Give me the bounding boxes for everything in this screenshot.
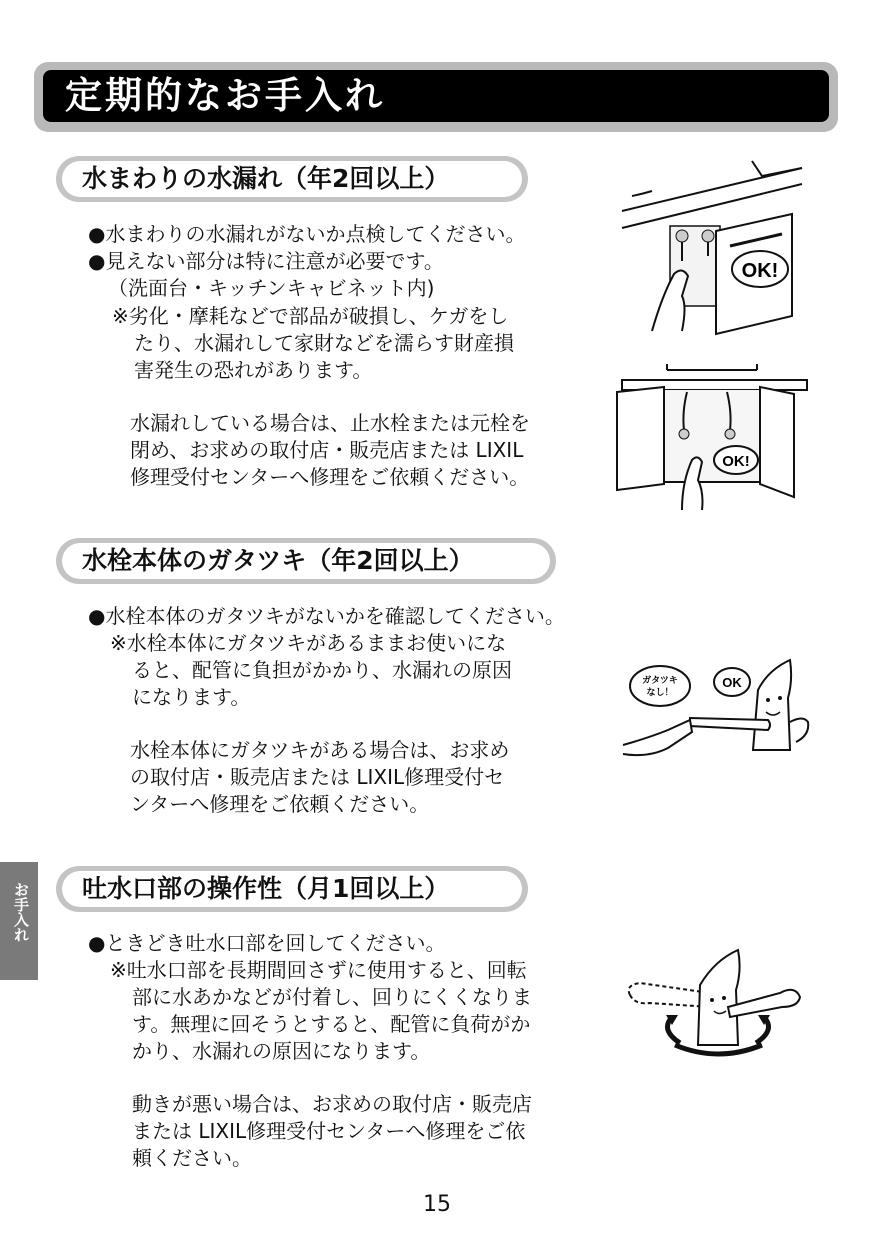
- faucet-check-illustration: [618, 650, 818, 770]
- bubble-text: なし！: [646, 688, 674, 698]
- section-heading-spout: [56, 866, 528, 912]
- spout-rotation-illustration: [620, 945, 810, 1065]
- text-line: 部に水あかなどが付着し、回りにくくなりま: [132, 985, 532, 1009]
- text-line: 閉め、お求めの取付店・販売店または LIXIL: [130, 438, 524, 462]
- text-line: 修理受付センターへ修理をご依頼ください。: [130, 465, 530, 489]
- section-heading-text: 水栓本体のガタツキ（年2回以上）: [82, 546, 474, 575]
- text-line: ると、配管に負担がかかり、水漏れの原因: [132, 658, 512, 682]
- side-index-tab: [0, 862, 38, 980]
- text-line: 害発生の恐れがあります。: [134, 358, 373, 382]
- text-line: す。無理に回そうとすると、配管に負荷がか: [132, 1012, 531, 1036]
- text-line: 動きが悪い場合は、お求めの取付店・販売店: [132, 1092, 532, 1116]
- text-line: ●水まわりの水漏れがないか点検してください。: [88, 222, 526, 246]
- text-line: になります。: [132, 685, 251, 709]
- page-title: 定期的なお手入れ: [65, 74, 385, 117]
- text-line: ※吐水口部を長期間回さずに使用すると、回転: [110, 958, 527, 982]
- text-line: ●見えない部分は特に注意が必要です。: [88, 249, 444, 273]
- text-line: 水栓本体にガタツキがある場合は、お求め: [130, 738, 510, 762]
- text-line: （洗面台・キッチンキャビネット内): [108, 276, 435, 300]
- section-heading-leaks: [56, 156, 528, 202]
- section-heading-wobble: [56, 538, 556, 584]
- text-line: の取付店・販売店または LIXIL修理受付セ: [130, 765, 505, 789]
- ok-label: OK!: [741, 260, 779, 282]
- page-title-bar: [34, 62, 838, 132]
- section-heading-text: 水まわりの水漏れ（年2回以上）: [82, 164, 450, 193]
- ok-label: OK!: [722, 453, 750, 470]
- text-line: 頼ください。: [132, 1146, 252, 1170]
- text-line: ●ときどき吐水口部を回してください。: [88, 931, 446, 955]
- page-title-background: [43, 70, 829, 122]
- text-line: ンターへ修理をご依頼ください。: [130, 792, 430, 816]
- bubble-text: ガタツキ: [642, 676, 678, 686]
- text-line: または LIXIL修理受付センターへ修理をご依: [132, 1119, 526, 1143]
- text-line: ●水栓本体のガタツキがないかを確認してください。: [88, 604, 565, 628]
- text-line: たり、水漏れして家財などを濡らす財産損: [134, 331, 514, 355]
- text-line: かり、水漏れの原因になります。: [132, 1039, 431, 1063]
- side-index-label: お手入れ: [12, 882, 30, 942]
- text-line: ※水栓本体にガタツキがあるままお使いにな: [110, 631, 507, 655]
- text-line: ※劣化・摩耗などで部品が破損し、ケガをし: [112, 304, 509, 328]
- kitchen-cabinet-illustration: [612, 156, 812, 336]
- section-heading-text: 吐水口部の操作性（月1回以上）: [82, 874, 450, 903]
- vanity-cabinet-illustration: [612, 362, 812, 512]
- text-line: 水漏れしている場合は、止水栓または元栓を: [130, 411, 530, 435]
- page-number: 15: [423, 1192, 451, 1217]
- ok-label: OK: [722, 675, 742, 690]
